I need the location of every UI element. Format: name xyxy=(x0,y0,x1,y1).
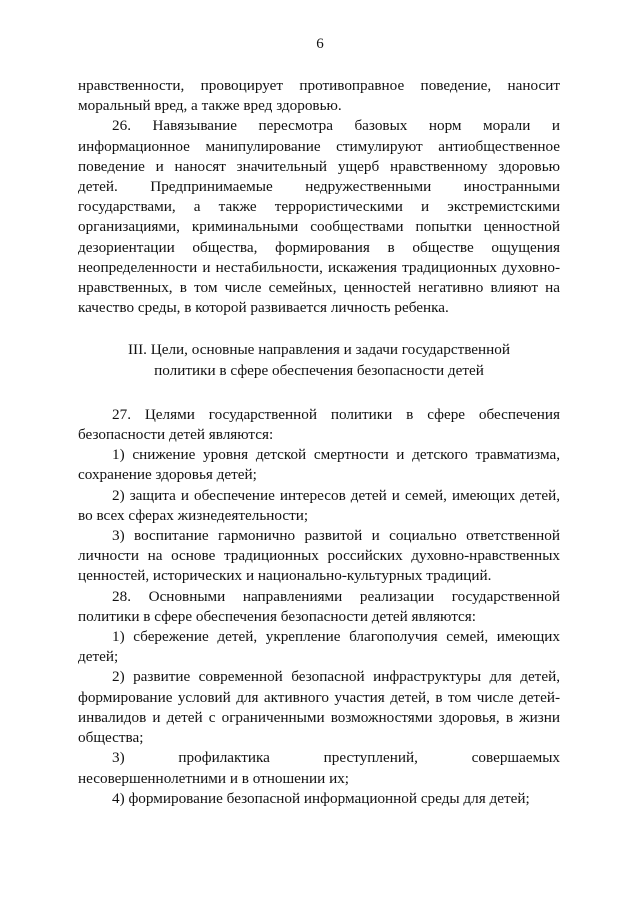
list-item-28-4: 4) формирование безопасной информационной среды для детей; xyxy=(112,789,530,807)
list-item-28-2: 2) развитие современной безопасной инфраструктуры для детей, формирование условий для активного участия детей, в том числе детей-инвалидов и детей с ограниченными возможностями здоровья, в жизни общества; xyxy=(78,668,560,747)
section-heading-line-1: III. Цели, основные направления и задачи государственной xyxy=(127,341,511,359)
list-item-28-1: 1) сбережение детей, укрепление благополучия семей, имеющих детей; xyxy=(78,628,560,666)
document-body xyxy=(78,76,560,809)
paragraph-28: 28. Основными направлениями реализации государственной политики в сфере обеспечения безопасности детей являются: xyxy=(78,587,560,625)
section-heading-line-2: политики в сфере обеспечения безопасности детей xyxy=(154,361,484,379)
paragraph-continued: нравственности, провоцирует противоправное поведение, наносит моральный вред, а также вред здоровью. xyxy=(78,77,560,115)
list-item-27-3: 3) воспитание гармонично развитой и социально ответственной личности на основе традиционных российских духовно-нравственных ценностей, исторических и национально-культурных традиций. xyxy=(78,527,560,585)
paragraph-26: 26. Навязывание пересмотра базовых норм морали и информационное манипулирование стимулируют антиобщественное поведение и наносят значительный ущерб нравственному здоровью детей. Предпринимаемые недружественными иностранными государствами, а также террористическими и экстремистскими организациями, криминальными сообществами попытки ценностной дезориентации общества, формирования в обществе ощущения неопределенности и нестабильности, искажения традиционных духовно-нравственных, в том числе семейных, ценностей негативно влияют на качество среды, в которой развивается личность ребенка. xyxy=(78,117,560,317)
paragraph-27: 27. Целями государственной политики в сфере обеспечения безопасности детей являются: xyxy=(78,405,560,444)
list-item-27-2: 2) защита и обеспечение интересов детей и семей, имеющих детей, во всех сферах жизнедеятельности; xyxy=(78,486,560,524)
list-item-27-1: 1) снижение уровня детской смертности и детского травматизма, сохранение здоровья детей; xyxy=(78,446,560,484)
section-heading xyxy=(98,340,540,380)
page-number: 6 xyxy=(316,36,324,52)
list-item-28-3: 3) профилактика преступлений, совершаемых несовершеннолетними и в отношении их; xyxy=(78,749,560,787)
